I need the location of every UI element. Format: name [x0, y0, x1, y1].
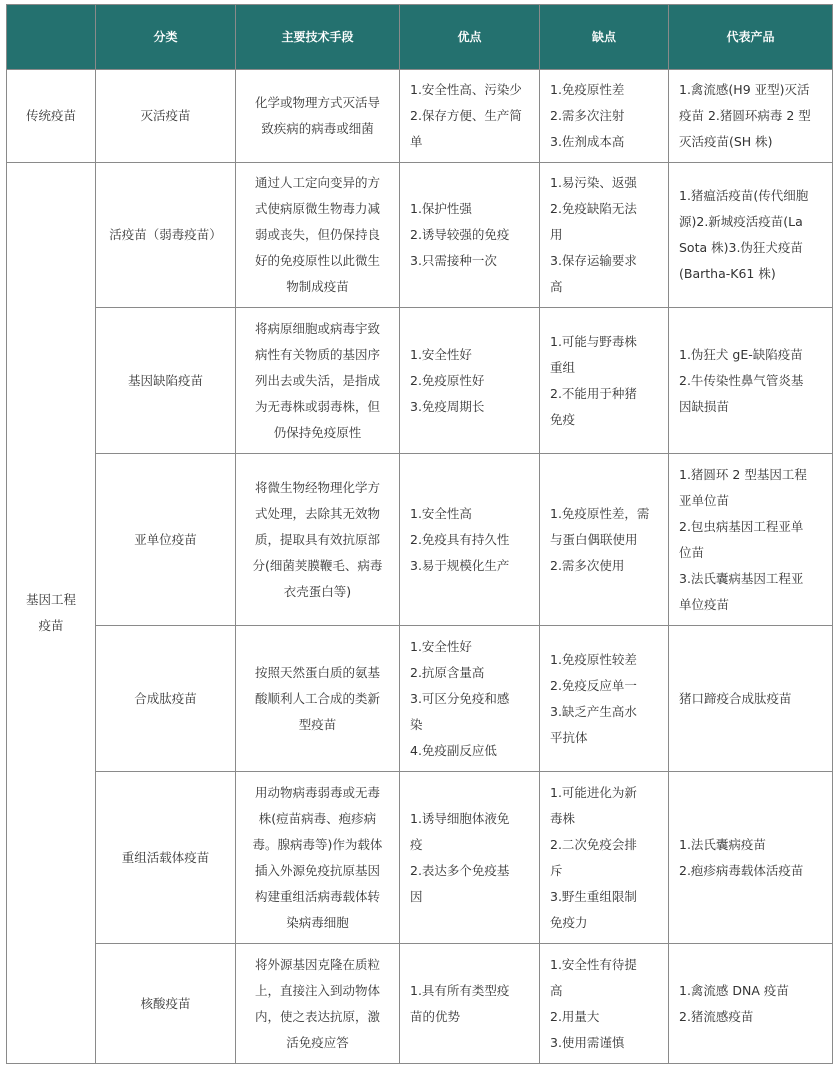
cell-line: 活免疫应答 — [286, 1034, 349, 1050]
cell-line: 3.只需接种一次 — [410, 253, 497, 268]
cell-line: 用 — [550, 227, 563, 242]
vaccine-type-cell — [96, 772, 236, 944]
cell-line: 因缺损苗 — [679, 398, 730, 414]
cell-line: 1.免疫原性差，需 — [550, 505, 650, 521]
cell-line: 为无毒株或弱毒株，但 — [254, 398, 380, 414]
pros-cell — [400, 70, 540, 163]
cell-line: 式处理，去除其无效物 — [254, 505, 380, 521]
cell-line: 列出去或失活，是指成 — [254, 372, 380, 388]
cell-line: 3.易于规模化生产 — [410, 557, 510, 573]
cell-line: 2.免疫缺陷无法 — [550, 201, 637, 216]
cell-line: 重组活载体疫苗 — [121, 849, 210, 865]
cell-line: 1.安全性有待提 — [550, 956, 637, 972]
method-cell — [236, 163, 400, 308]
cell-line: 平抗体 — [550, 729, 588, 745]
method-cell — [236, 772, 400, 944]
method-cell — [236, 944, 400, 1064]
cell-line: 2.诱导较强的免疫 — [410, 227, 510, 242]
cell-line: 致疾病的病毒或细菌 — [261, 121, 374, 136]
cell-line: 酸顺利人工合成的类新 — [254, 690, 380, 706]
products-cell — [669, 772, 833, 944]
cell-line: 2.免疫具有持久性 — [410, 531, 510, 547]
vaccine-type-cell — [96, 163, 236, 308]
cell-line: 式使病原微生物毒力减 — [254, 201, 380, 216]
cell-line: 2.需多次使用 — [550, 557, 625, 573]
table-row — [7, 626, 833, 772]
cell-line: 3.使用需谨慎 — [550, 1034, 625, 1050]
cell-line: 2.用量大 — [550, 1008, 600, 1024]
products-cell — [669, 454, 833, 626]
cell-line: 型疫苗 — [298, 716, 337, 732]
method-cell — [236, 308, 400, 454]
products-cell — [669, 163, 833, 308]
pros-cell — [400, 454, 540, 626]
cell-line: 染病毒细胞 — [286, 914, 349, 930]
cell-line: 2.牛传染性鼻气管炎基 — [679, 372, 804, 388]
cell-line: 1.禽流感(H9 亚型)灭活 — [679, 82, 810, 97]
cell-line: 2.免疫反应单一 — [550, 677, 637, 693]
table-row — [7, 944, 833, 1064]
cell-line: 活疫苗（弱毒疫苗） — [109, 227, 222, 242]
header-pros: 优点 — [400, 5, 540, 70]
cell-line: 2.需多次注射 — [550, 108, 625, 123]
pros-cell — [400, 308, 540, 454]
cell-line: 猪口蹄疫合成肽疫苗 — [679, 690, 792, 706]
header-method: 主要技术手段 — [236, 5, 400, 70]
vaccine-type-cell — [96, 308, 236, 454]
cons-cell — [540, 454, 669, 626]
cell-line: 3.法氏囊病基因工程亚 — [679, 570, 804, 586]
cell-line: 疫 — [410, 836, 423, 852]
cell-line: 毒株 — [550, 810, 576, 826]
cell-line: 2.猪流感疫苗 — [679, 1008, 754, 1024]
cons-cell — [540, 772, 669, 944]
cell-line: 苗的优势 — [410, 1008, 461, 1024]
cell-line: 弱或丧失，但仍保持良 — [254, 227, 380, 242]
cell-line: 好的免疫原性以此微生 — [254, 253, 380, 268]
cell-line: Sota 株)3.伪狂犬疫苗 — [679, 240, 803, 255]
cell-line: 分(细菌荚膜鞭毛、病毒 — [252, 557, 383, 573]
cell-line: 1.可能与野毒株 — [550, 333, 637, 349]
cell-line: 3.佐剂成本高 — [550, 134, 625, 149]
cell-line: 斥 — [550, 862, 563, 878]
cell-line: 将微生物经物理化学方 — [254, 479, 380, 495]
cell-line: 1.具有所有类型疫 — [410, 982, 510, 998]
table-row — [7, 772, 833, 944]
cell-line: 构建重组活病毒载体转 — [254, 888, 380, 904]
cell-line: 2.疱疹病毒载体活疫苗 — [679, 862, 804, 878]
header-type: 分类 — [96, 5, 236, 70]
cell-line: 3.缺乏产生高水 — [550, 703, 637, 719]
cell-line: 2.表达多个免疫基 — [410, 862, 510, 878]
vaccine-comparison-table — [6, 4, 833, 1064]
cell-line: (Bartha-K61 株) — [679, 266, 776, 281]
cons-cell — [540, 163, 669, 308]
cell-line: 1.伪狂犬 gE-缺陷疫苗 — [679, 346, 803, 362]
cell-line: 化学或物理方式灭活导 — [254, 95, 380, 110]
pros-cell — [400, 944, 540, 1064]
vaccine-type-cell — [96, 70, 236, 163]
cell-line: 2.包虫病基因工程亚单 — [679, 518, 804, 534]
table-row — [7, 163, 833, 308]
cell-line: 病性有关物质的基因序 — [254, 346, 380, 362]
table-body — [7, 70, 833, 1064]
products-cell — [669, 626, 833, 772]
cell-line: 1.安全性高 — [410, 505, 472, 521]
table-row — [7, 308, 833, 454]
vaccine-type-cell — [96, 944, 236, 1064]
cell-line: 与蛋白偶联使用 — [550, 531, 638, 547]
cell-line: 高 — [550, 982, 563, 998]
method-cell — [236, 70, 400, 163]
cell-line: 亚单位苗 — [679, 492, 730, 508]
cell-line: 1.禽流感 DNA 疫苗 — [679, 982, 789, 998]
cell-line: 免疫力 — [550, 914, 588, 930]
cell-line: 3.可区分免疫和感 — [410, 690, 510, 706]
cell-line: 1.法氏囊病疫苗 — [679, 836, 766, 852]
cell-line: 2.保存方便、生产简 — [410, 108, 522, 123]
table-row — [7, 454, 833, 626]
cell-line: 基因缺陷疫苗 — [127, 372, 203, 388]
header-cons: 缺点 — [540, 5, 669, 70]
header-products: 代表产品 — [669, 5, 833, 70]
cell-line: 将病原细胞或病毒宇致 — [254, 320, 380, 336]
cell-line: 单 — [410, 134, 423, 149]
cell-line: 用动物病毒弱毒或无毒 — [254, 784, 380, 800]
cons-cell — [540, 70, 669, 163]
cell-line: 位苗 — [679, 544, 705, 560]
products-cell — [669, 308, 833, 454]
vaccine-type-cell — [96, 626, 236, 772]
cell-line: 基因工程 — [25, 592, 76, 607]
cell-line: 内，使之表达抗原，激 — [254, 1008, 380, 1024]
cell-line: 1.诱导细胞体液免 — [410, 810, 510, 826]
cell-line: 1.易污染、返强 — [550, 175, 637, 190]
cell-line: 核酸疫苗 — [140, 995, 191, 1011]
cell-line: 上，直接注入到动物体 — [254, 982, 380, 998]
pros-cell — [400, 626, 540, 772]
cell-line: 1.保护性强 — [410, 201, 472, 216]
cell-line: 毒。腺病毒等)作为载体 — [252, 836, 383, 852]
method-cell — [236, 454, 400, 626]
cell-line: 因 — [410, 888, 423, 904]
cell-line: 1.安全性高、污染少 — [410, 82, 522, 97]
cons-cell — [540, 308, 669, 454]
cons-cell — [540, 944, 669, 1064]
cell-line: 灭活疫苗 — [140, 108, 191, 123]
cell-line: 3.野生重组限制 — [550, 888, 637, 904]
cell-line: 免疫 — [550, 411, 576, 427]
cell-line: 通过人工定向变异的方 — [254, 175, 380, 190]
products-cell — [669, 944, 833, 1064]
cell-line: 合成肽疫苗 — [134, 690, 197, 706]
cell-line: 1.免疫原性差 — [550, 82, 625, 97]
cell-line: 1.猪瘟活疫苗(传代细胞 — [679, 188, 809, 203]
cell-line: 疫苗 2.猪圆环病毒 2 型 — [679, 108, 811, 123]
cell-line: 传统疫苗 — [25, 108, 76, 123]
cell-line: 1.安全性好 — [410, 638, 472, 654]
cell-line: 2.二次免疫会排 — [550, 836, 637, 852]
cell-line: 单位疫苗 — [679, 596, 730, 612]
cell-line: 质，提取具有效抗原部 — [254, 531, 380, 547]
cell-line: 疫苗 — [38, 618, 64, 633]
cell-line: 1.安全性好 — [410, 346, 472, 362]
cell-line: 物制成疫苗 — [286, 279, 349, 294]
cell-line: 1.猪圆环 2 型基因工程 — [679, 466, 807, 482]
category-cell — [7, 70, 96, 163]
cell-line: 3.免疫周期长 — [410, 398, 485, 414]
cell-line: 株(痘苗病毒、疱疹病 — [258, 810, 377, 826]
cell-line: 2.免疫原性好 — [410, 372, 485, 388]
category-cell — [7, 163, 96, 1064]
cell-line: 1.免疫原性较差 — [550, 651, 637, 667]
table-row — [7, 70, 833, 163]
cell-line: 2.不能用于种猪 — [550, 385, 637, 401]
cell-line: 灭活疫苗(SH 株) — [679, 134, 773, 149]
method-cell — [236, 626, 400, 772]
vaccine-type-cell — [96, 454, 236, 626]
header-row — [7, 5, 833, 70]
cell-line: 染 — [410, 716, 423, 732]
products-cell — [669, 70, 833, 163]
cell-line: 将外源基因克隆在质粒 — [254, 956, 380, 972]
pros-cell — [400, 163, 540, 308]
cell-line: 亚单位疫苗 — [134, 531, 197, 547]
cons-cell — [540, 626, 669, 772]
cell-line: 重组 — [550, 359, 576, 375]
cell-line: 插入外源免疫抗原基因 — [254, 862, 380, 878]
cell-line: 源)2.新城疫活疫苗(La — [679, 214, 803, 229]
header-group — [7, 5, 96, 70]
cell-line: 按照天然蛋白质的氨基 — [254, 664, 380, 680]
cell-line: 2.抗原含量高 — [410, 664, 485, 680]
cell-line: 1.可能进化为新 — [550, 784, 637, 800]
cell-line: 3.保存运输要求 — [550, 253, 637, 268]
pros-cell — [400, 772, 540, 944]
cell-line: 仍保持免疫原性 — [273, 424, 362, 440]
cell-line: 4.免疫副反应低 — [410, 742, 497, 758]
cell-line: 衣壳蛋白等) — [283, 583, 352, 599]
cell-line: 高 — [550, 279, 563, 294]
